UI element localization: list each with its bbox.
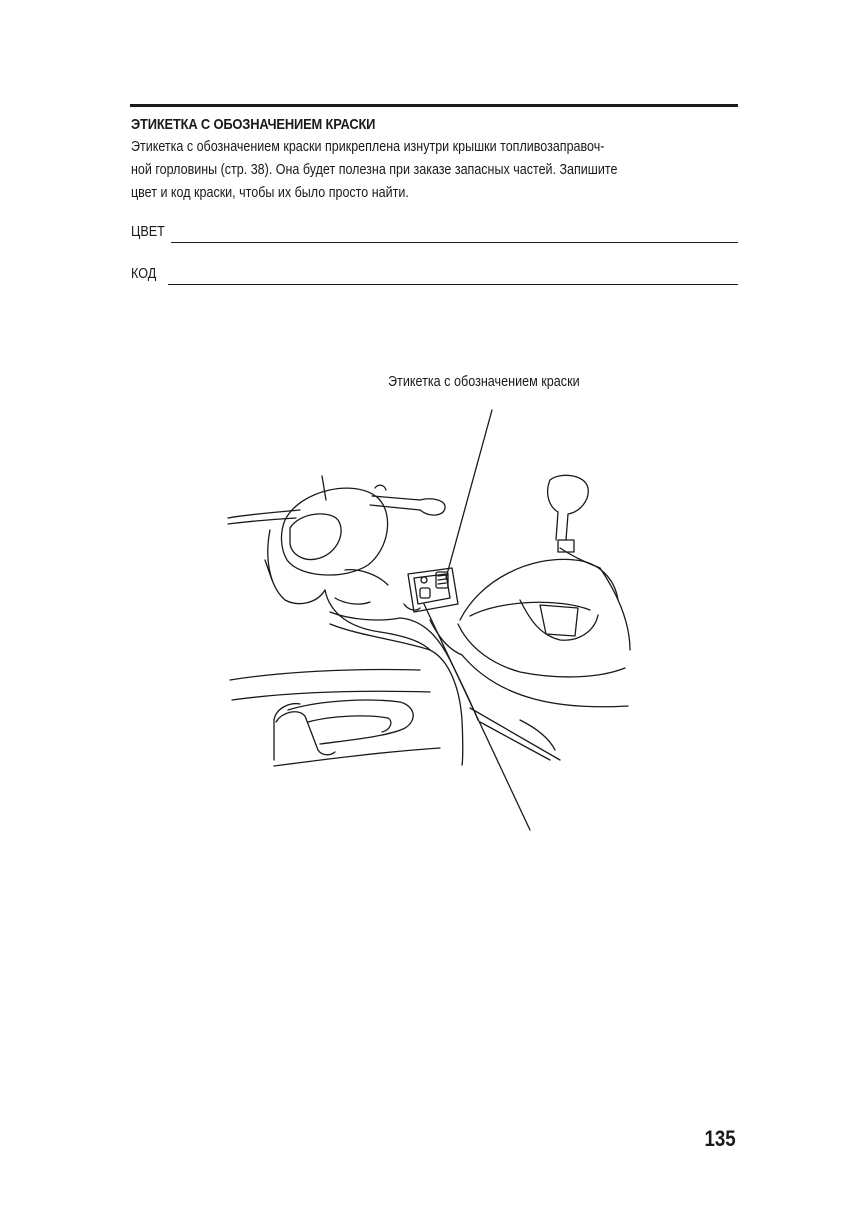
body-text-line: Этикетка с обозначением краски прикреплена изнутри крышки топливозаправоч- xyxy=(131,138,605,155)
section-heading: ЭТИКЕТКА С ОБОЗНАЧЕНИЕМ КРАСКИ xyxy=(131,116,376,133)
body-text-line: цвет и код краски, чтобы их было просто найти. xyxy=(131,184,409,201)
paint-label-callout: Этикетка с обозначением краски xyxy=(388,373,580,390)
leader-line-top xyxy=(446,410,492,578)
page-number: 135 xyxy=(704,1126,736,1151)
body-text-line: ной горловины (стр. 38). Она будет полезна при заказе запасных частей. Запишите xyxy=(131,161,618,178)
color-field-label: ЦВЕТ xyxy=(131,223,165,240)
code-field-label: КОД xyxy=(131,265,157,282)
